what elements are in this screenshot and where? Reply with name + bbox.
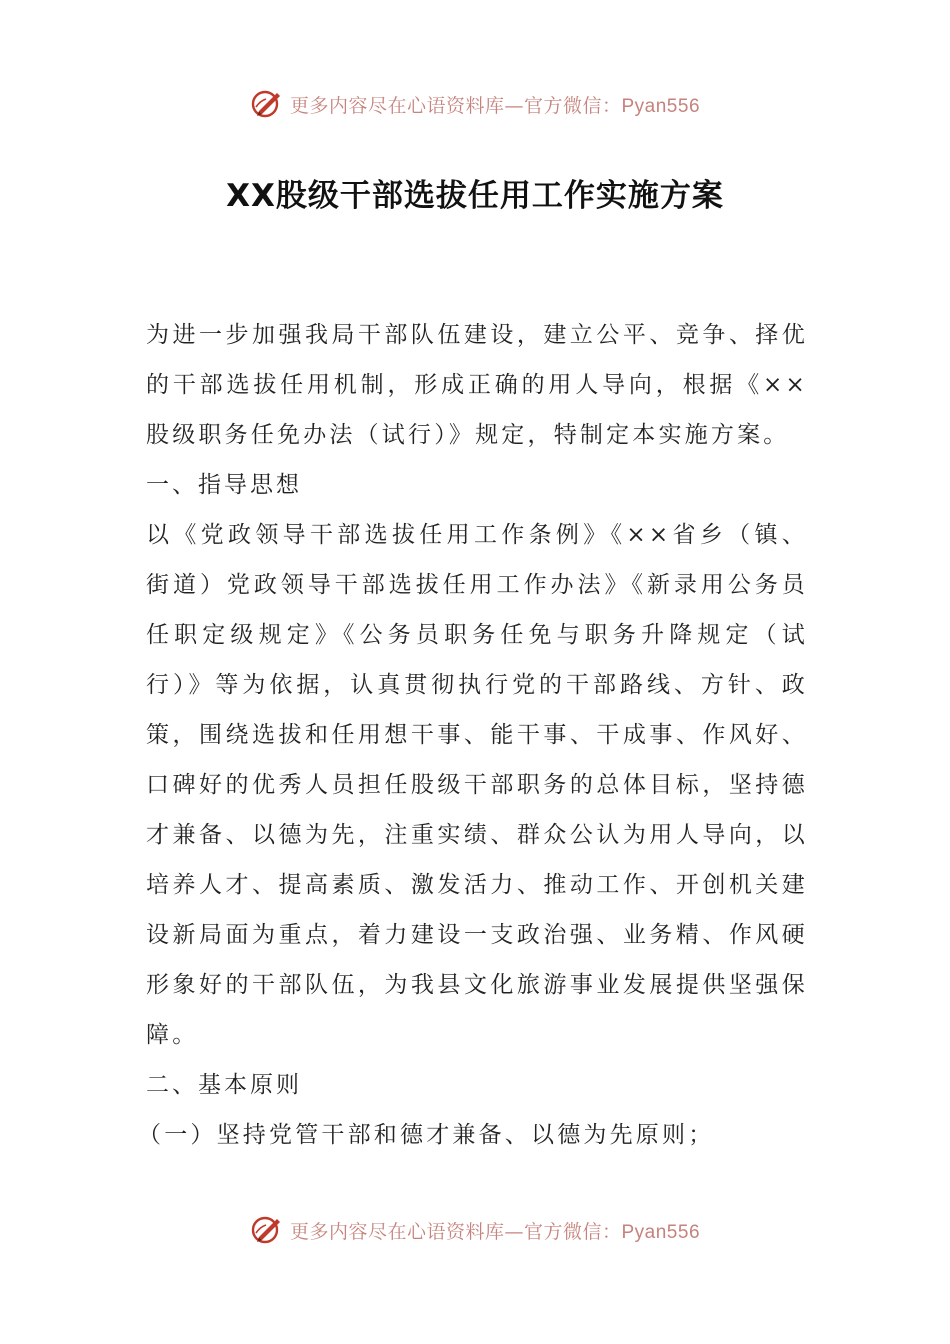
watermark-text <box>290 1217 700 1244</box>
document-title: XX股级干部选拔任用工作实施方案 <box>226 178 724 214</box>
section-heading-basic-principles: 二、基本原则 <box>146 1072 302 1098</box>
watermark-separator: — <box>504 1220 524 1243</box>
pen-logo-icon <box>250 1213 284 1247</box>
principle-item-1: （一）坚持党管干部和德才兼备、以德为先原则； <box>138 1122 715 1148</box>
watermark-site-text: 更多内容尽在心语资料库 <box>289 1220 505 1243</box>
watermark-site-text: 更多内容尽在心语资料库 <box>289 94 505 117</box>
watermark-separator: — <box>504 94 524 117</box>
header-watermark-banner <box>0 84 950 124</box>
footer-watermark-banner <box>0 1210 950 1250</box>
watermark-handle: Pyan556 <box>621 95 701 117</box>
guiding-ideology-paragraph: 以《党政领导干部选拔任用工作条例》《××省乡（镇、街道）党政领导干部选拔任用工作办法》《新录用公务员任职定级规定》《公务员职务任免与职务升降规定（试行）》等为依据，认真贯彻执行党的干部路线、方针、政策，围绕选拔和任用想干事、能干事、干成事、作风好、口碑好的优秀人员担任股级干部职务的总体目标，坚持德才兼备、以德为先，注重实绩、群众公认为用人导向，以培养人才、提高素质、激发活力、推动工作、开创机关建设新局面为重点，着力建设一支政治强、业务精、作风硬形象好的干部队伍，为我县文化旅游事业发展提供坚强保障。 <box>146 522 808 1048</box>
intro-paragraph: 为进一步加强我局干部队伍建设，建立公平、竞争、择优的干部选拔任用机制，形成正确的用人导向，根据《××股级职务任免办法（试行）》规定，特制定本实施方案。 <box>146 322 808 448</box>
pen-logo-icon <box>250 87 284 121</box>
watermark-handle: Pyan556 <box>621 1221 701 1243</box>
watermark-wechat-label: 官方微信： <box>523 1220 622 1243</box>
document-body <box>138 310 808 1160</box>
watermark-wechat-label: 官方微信： <box>523 94 622 117</box>
watermark-text <box>290 91 700 118</box>
section-heading-guiding-ideology: 一、指导思想 <box>146 472 302 498</box>
